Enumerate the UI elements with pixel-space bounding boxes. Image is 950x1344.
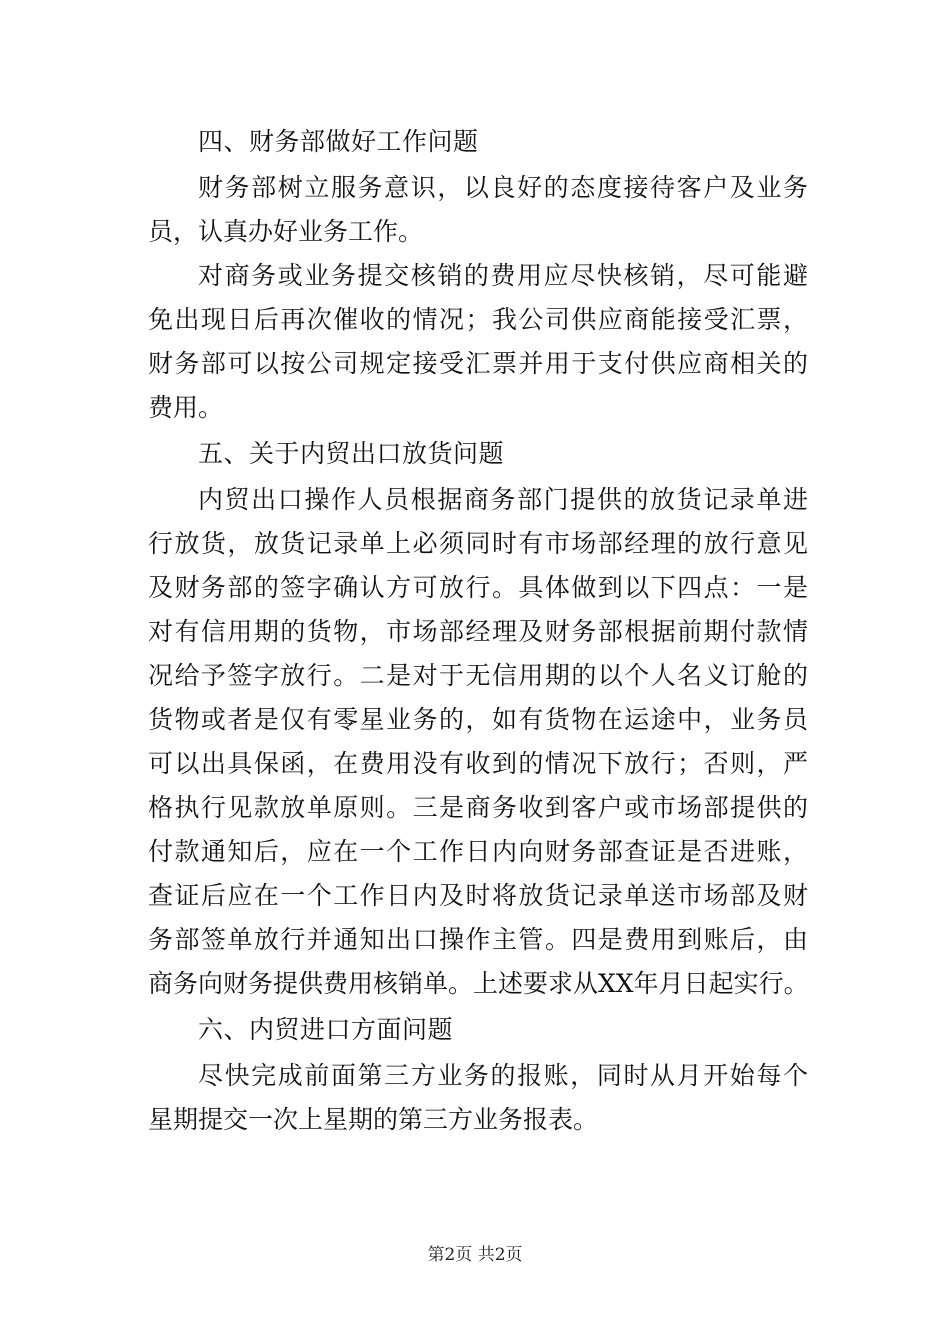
- text-line: 对有信用期的货物，市场部经理及财务部根据前期付款情: [148, 617, 808, 646]
- text-line: 付款通知后，应在一个工作日内向财务部查证是否进账，: [148, 837, 808, 866]
- text-line: 及财务部的签字确认方可放行。具体做到以下四点：一是: [148, 573, 808, 602]
- section-heading: 六、内贸进口方面问题: [198, 1015, 454, 1044]
- section-heading: 五、关于内贸出口放货问题: [198, 439, 505, 468]
- text-line: 务部签单放行并通知出口操作主管。四是费用到账后，由: [148, 925, 808, 954]
- text-line: 对商务或业务提交核销的费用应尽快核销，尽可能避: [198, 261, 808, 290]
- text-line: 尽快完成前面第三方业务的报账，同时从月开始每个: [198, 1061, 808, 1090]
- section-heading: 四、财务部做好工作问题: [198, 127, 479, 156]
- text-line: 况给予签字放行。二是对于无信用期的以个人名义订舱的: [148, 661, 808, 690]
- text-line: 免出现日后再次催收的情况；我公司供应商能接受汇票，: [148, 305, 808, 334]
- paragraph: [148, 1054, 808, 1142]
- text-line: 财务部树立服务意识，以良好的态度接待客户及业务: [198, 173, 808, 202]
- text-line: 查证后应在一个工作日内及时将放货记录单送市场部及财: [148, 881, 808, 910]
- text-line: 财务部可以按公司规定接受汇票并用于支付供应商相关的: [148, 349, 808, 378]
- text-line: 行放货，放货记录单上必须同时有市场部经理的放行意见: [148, 529, 808, 558]
- text-line: 内贸出口操作人员根据商务部门提供的放货记录单进: [198, 485, 808, 514]
- paragraph: [148, 254, 808, 430]
- text-line: 员，认真办好业务工作。: [148, 217, 424, 246]
- text-line: 商务向财务提供费用核销单。上述要求从XX年月日起实行。: [148, 969, 809, 998]
- text-line: 格执行见款放单原则。三是商务收到客户或市场部提供的: [148, 793, 808, 822]
- paragraph: [148, 166, 808, 254]
- text-line: 货物或者是仅有零星业务的，如有货物在运途中，业务员: [148, 705, 808, 734]
- paragraph: [148, 478, 808, 1006]
- text-line: 可以出具保函，在费用没有收到的情况下放行；否则，严: [148, 749, 808, 778]
- document-body: [148, 118, 808, 1142]
- text-line: 费用。: [148, 393, 224, 422]
- text-line: 星期提交一次上星期的第三方业务报表。: [148, 1105, 599, 1134]
- page-number-footer: 第2页 共2页: [427, 1245, 523, 1265]
